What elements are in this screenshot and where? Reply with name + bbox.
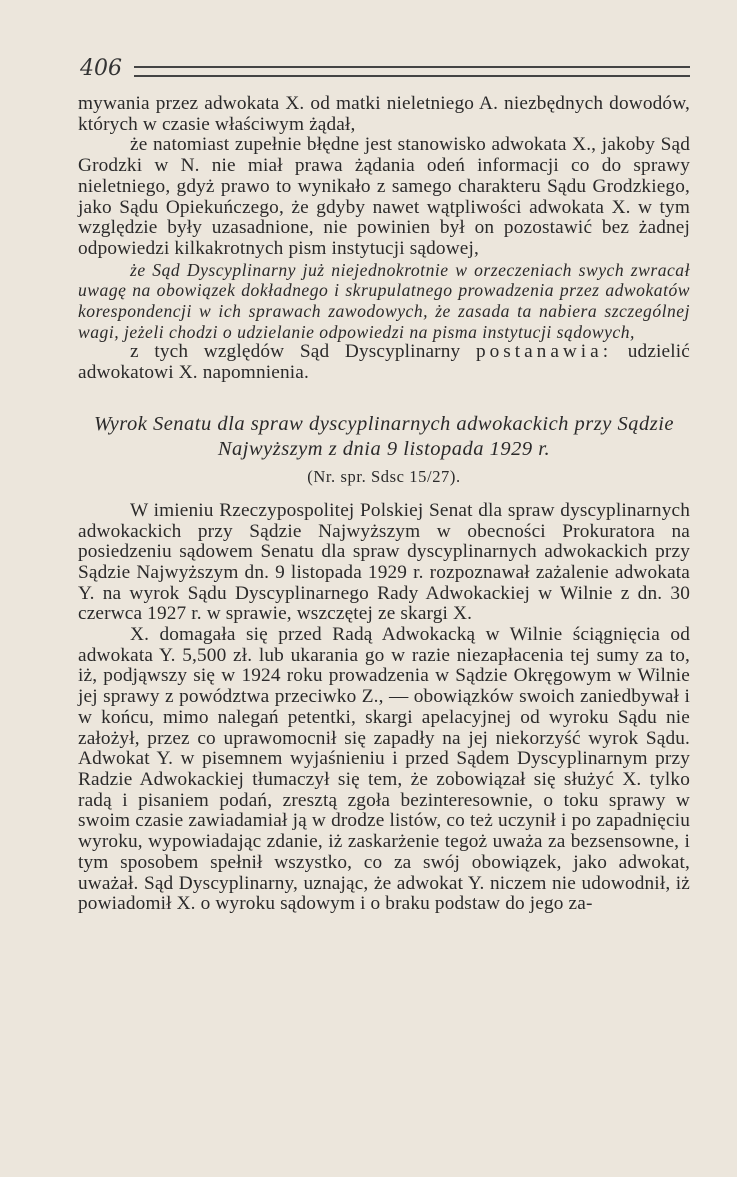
case-number: (Nr. spr. Sdsc 15/27). (307, 466, 461, 486)
section-decision-text (78, 94, 690, 384)
paragraph: mywania przez adwokata X. od matki nieletniego A. niezbędnych dowodów, których w czasie właściwym żądał, (78, 93, 690, 135)
paragraph-italic: że Sąd Dyscyplinarny już niejednokrotnie w orzeczeniach swych zwracał uwagę na obowiązek dokładnego i skrupulatnego prowadzenia przez adwokatów korespondencji w ich sprawach zawodowych, że zasada ta nabiera szczególnej wagi, jeżeli chodzi o udzielanie odpowiedzi na pisma instytucji sądowych, (78, 259, 690, 342)
paragraph: W imieniu Rzeczypospolitej Polskiej Senat dla spraw dyscyplinarnych adwokackich przy Sądzie Najwyższym w obecności Prokuratora na posiedzeniu sądowem Senatu dla spraw dyscyplinarnych adwokackich przy Sądzie Najwyższym dn. 9 listopada 1929 r. rozpoznawał zażalenie adwokata Y. na wyrok Sądu Dyscyplinarnego Rady Adwokackiej w Wilnie z dn. 30 czerwca 1927 r. w sprawie, wszczętej ze skargi X. (78, 499, 690, 625)
page-number: 406 (80, 56, 122, 81)
decision-lead: z tych względów Sąd Dyscyplinarny (130, 341, 461, 363)
judgment-heading (78, 412, 690, 462)
decision-keyword: postanawia: (475, 341, 613, 363)
heading-line-1: Wyrok Senatu dla spraw dyscyplinarnych adwokackich przy Sądzie (93, 412, 675, 435)
paragraph: że natomiast zupełnie błędne jest stanowisko adwokata X., jakoby Sąd Grodzki w N. nie miał prawa żądania odeń informacji co do sprawy nieletniego, gdyż prawo to wynikało z samego charakteru Sądu Grodzkiego, jako Sądu Opiekuńczego, że gdyby nawet wątpliwości adwokata X. w tym względzie były uzasadnione, nie powinien był on pozostawić bez żadnej odpowiedzi kilkakrotnych pism instytucji sądowej, (78, 134, 690, 259)
header-double-rule (134, 66, 690, 77)
heading-line-2: Najwyższym z dnia 9 listopada 1929 r. (217, 437, 551, 460)
section-judgment-text (78, 501, 690, 915)
book-page (78, 56, 690, 915)
paragraph-decision (78, 342, 690, 383)
paragraph: X. domagała się przed Radą Adwokacką w Wilnie ściągnięcia od adwokata Y. 5,500 zł. lub ukarania go w razie niezapłacenia tej sumy za to, iż, podjąwszy się w 1924 roku prowadzenia w Sądzie Okręgowym w Wilnie jej sprawy z powództwa przeciwko Z., — obowiązków swoich zaniedbywał i w końcu, mimo nalegań petentki, skargi apelacyjnej od wyroku Sądu nie założył, przez co uprawomocnił się zapadły na jej niekorzyść wyrok Sądu. Adwokat Y. w pisemnem wyjaśnieniu i przed Sądem Dyscyplinarnym przy Radzie Adwokackiej tłumaczył się tem, że zobowiązał się służyć X. tylko radą i pisaniem podań, zresztą zgoła bezinteresownie, o toku sprawy w swoim czasie zawiadamiał ją w drodze listów, co też uczynił i po zapadnięciu wyroku, wypowiadając zdanie, iż zaskarżenie tegoż uważa za bezsensowne, i tym sposobem spełnił wszystko, co za swój obowiązek, jako adwokat, uważał. Sąd Dyscyplinarny, uznając, że adwokat Y. niczem nie udowodnił, iż powiadomił X. o wyroku sądowym i o braku podstaw do jego za- (78, 624, 690, 915)
decision-tail: udzielić adwokatowi X. napomnienia. (78, 341, 690, 384)
page-header (78, 56, 690, 88)
